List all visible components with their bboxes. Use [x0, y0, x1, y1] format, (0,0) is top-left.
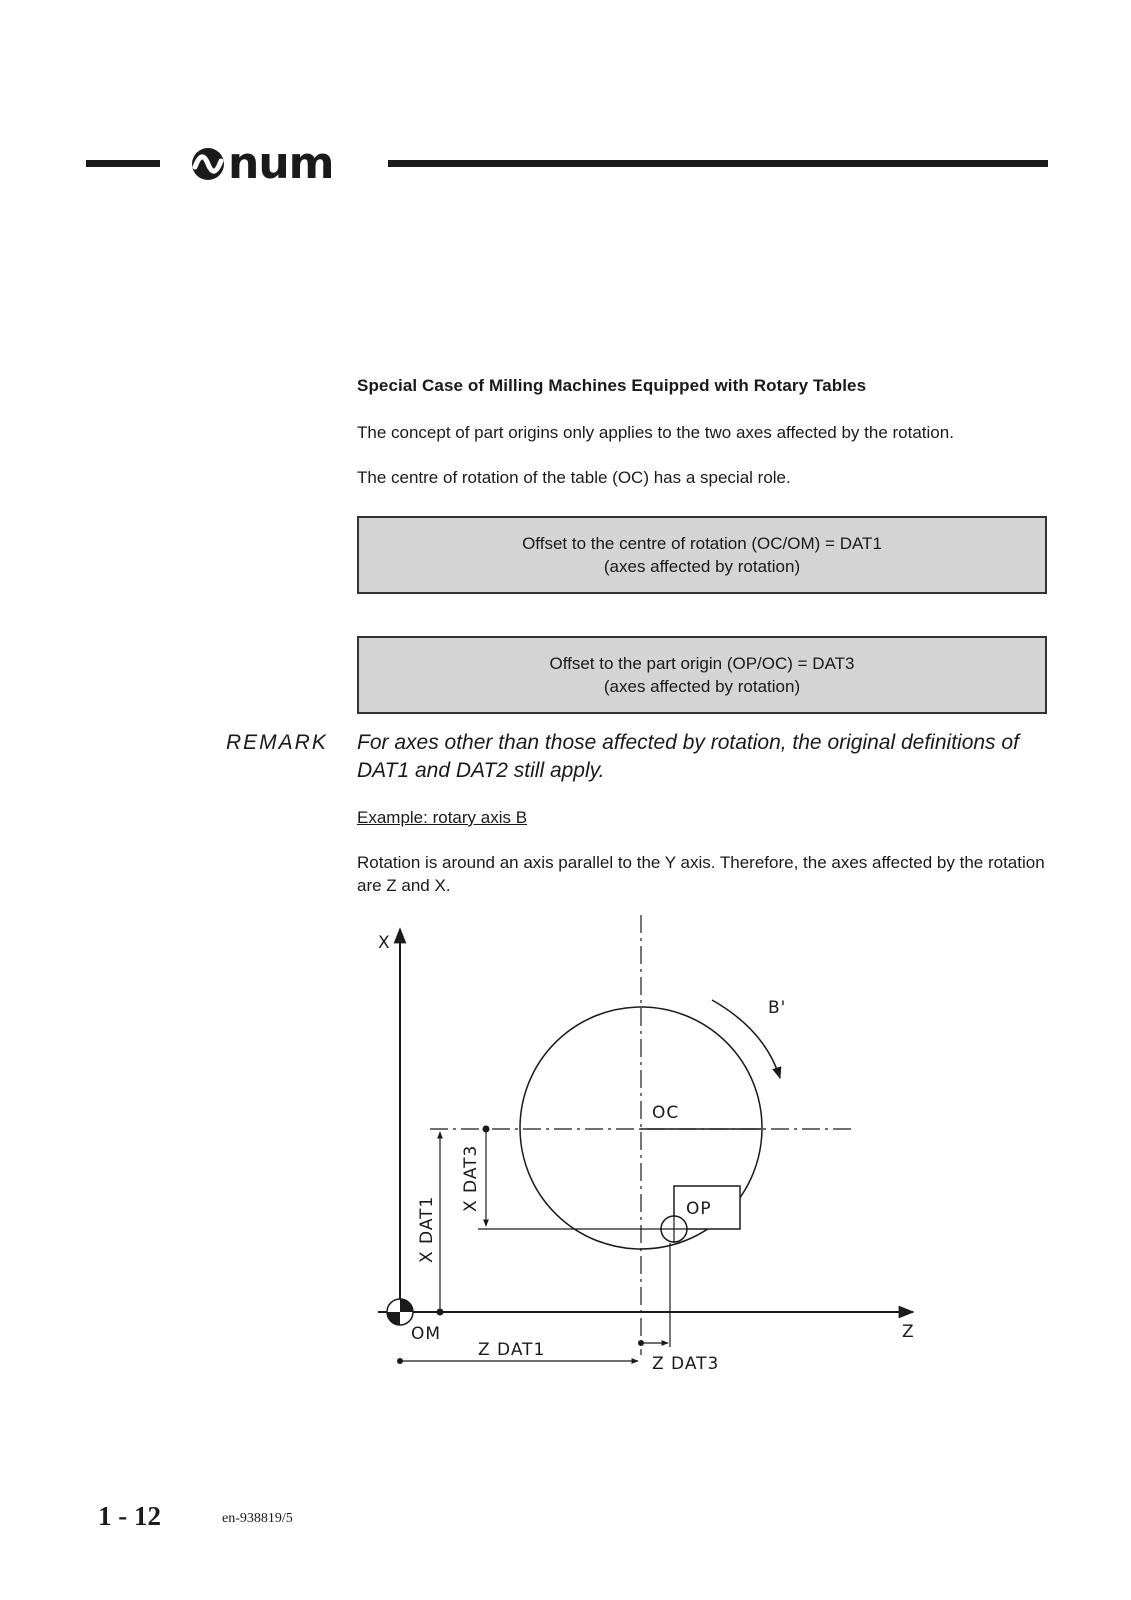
example-text: Rotation is around an axis parallel to the Y axis. Therefore, the axes affected by the rotation are Z and X. — [357, 853, 1045, 895]
example-heading: Example: rotary axis B — [357, 808, 528, 827]
definition-box-dat1-line1: Offset to the centre of rotation (OC/OM) = DAT1 — [522, 534, 882, 553]
x-dat1-label: X DAT1 — [417, 1195, 437, 1263]
num-logo — [190, 144, 358, 184]
op-label: OP — [686, 1199, 712, 1219]
paragraph-part-origins: The concept of part origins only applies to the two axes affected by the rotation. — [357, 423, 954, 442]
remark-text: For axes other than those affected by rotation, the original definitions of DAT1 and DAT2 still apply. — [357, 731, 1019, 782]
rotation-label: B' — [768, 998, 787, 1018]
z-dat1-label: Z DAT1 — [478, 1340, 546, 1360]
definition-box-dat1 — [357, 516, 1047, 594]
header-rule-left — [86, 160, 160, 167]
x-dat3-label: X DAT3 — [461, 1144, 481, 1212]
definition-box-dat3-line1: Offset to the part origin (OP/OC) = DAT3 — [549, 654, 855, 673]
x-axis-label: X — [378, 933, 391, 953]
remark-label: REMARK — [226, 731, 328, 754]
header-rule-right — [388, 160, 1048, 167]
page-number: 1 - 12 — [98, 1501, 161, 1531]
document-reference: en-938819/5 — [222, 1511, 293, 1526]
z-dat3-label: Z DAT3 — [652, 1354, 720, 1374]
section-title: Special Case of Milling Machines Equipped with Rotary Tables — [357, 376, 867, 395]
om-label: OM — [411, 1324, 442, 1344]
definition-box-dat3 — [357, 636, 1047, 714]
paragraph-centre-rotation: The centre of rotation of the table (OC) has a special role. — [357, 468, 791, 487]
definition-box-dat1-line2: (axes affected by rotation) — [603, 557, 801, 576]
oc-label: OC — [652, 1103, 680, 1123]
definition-box-dat3-line2: (axes affected by rotation) — [603, 677, 801, 696]
logo-wordmark: num — [228, 144, 334, 184]
z-axis-label: Z — [902, 1322, 915, 1342]
rotary-table-diagram — [340, 915, 940, 1375]
